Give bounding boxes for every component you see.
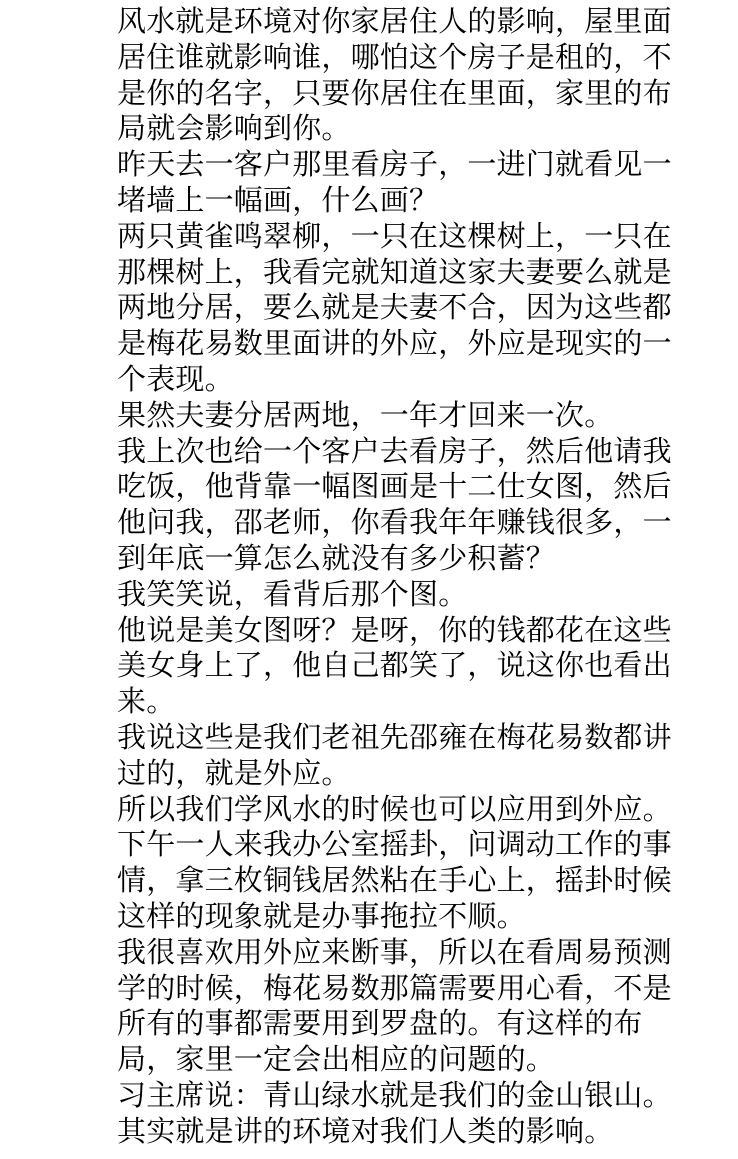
text-line: 他问我，邵老师，你看我年年赚钱很多，一	[117, 505, 672, 540]
article-text	[117, 4, 702, 1150]
text-line: 这样的现象就是办事拖拉不顺。	[117, 898, 526, 933]
text-line: 所有的事都需要用到罗盘的。有这样的布	[117, 1006, 643, 1041]
paragraph	[117, 219, 702, 398]
paragraph	[117, 827, 702, 934]
paragraph	[117, 4, 702, 147]
text-line: 来。	[117, 684, 176, 719]
text-line: 两只黄雀鸣翠柳，一只在这棵树上，一只在	[117, 218, 672, 253]
paragraph	[117, 613, 702, 720]
paragraph	[117, 1114, 702, 1150]
text-line: 居住谁就影响谁，哪怕这个房子是租的，不	[117, 39, 672, 74]
text-line: 情，拿三枚铜钱居然粘在手心上，摇卦时候	[117, 863, 672, 898]
text-line: 他说是美女图呀？是呀，你的钱都花在这些	[117, 612, 672, 647]
text-line: 局就会影响到你。	[117, 111, 351, 146]
paragraph	[117, 720, 702, 792]
text-line: 我上次也给一个客户去看房子，然后他请我	[117, 433, 672, 468]
text-line: 个表现。	[117, 361, 234, 396]
text-line: 堵墙上一幅画，什么画？	[117, 182, 439, 217]
text-line: 昨天去一客户那里看房子，一进门就看见一	[117, 147, 672, 182]
text-line: 风水就是环境对你家居住人的影响，屋里面	[117, 4, 672, 38]
paragraph	[117, 398, 702, 434]
paragraph	[117, 434, 702, 577]
text-line: 美女身上了，他自己都笑了，说这你也看出	[117, 648, 672, 683]
text-line: 其实就是讲的环境对我们人类的影响。	[117, 1113, 614, 1148]
text-line: 局，家里一定会出相应的问题的。	[117, 1042, 556, 1077]
paragraph	[117, 147, 702, 219]
text-line: 所以我们学风水的时候也可以应用到外应。	[117, 791, 672, 826]
text-line: 吃饭，他背靠一幅图画是十二仕女图，然后	[117, 469, 672, 504]
paragraph	[117, 935, 702, 1078]
text-line: 果然夫妻分居两地，一年才回来一次。	[117, 397, 614, 432]
text-line: 那棵树上，我看完就知道这家夫妻要么就是	[117, 254, 672, 289]
text-line: 是你的名字，只要你居住在里面，家里的布	[117, 75, 672, 110]
text-line: 我说这些是我们老祖先邵雍在梅花易数都讲	[117, 719, 672, 754]
text-line: 是梅花易数里面讲的外应，外应是现实的一	[117, 326, 672, 361]
paragraph	[117, 577, 702, 613]
text-line: 习主席说：青山绿水就是我们的金山银山。	[117, 1077, 672, 1112]
paragraph	[117, 792, 702, 828]
text-line: 过的，就是外应。	[117, 755, 351, 790]
text-line: 学的时候，梅花易数那篇需要用心看，不是	[117, 970, 672, 1005]
text-line: 我很喜欢用外应来断事，所以在看周易预测	[117, 934, 672, 969]
text-line: 下午一人来我办公室摇卦，问调动工作的事	[117, 827, 672, 862]
text-line: 到年底一算怎么就没有多少积蓄？	[117, 540, 556, 575]
text-line: 我笑笑说，看背后那个图。	[117, 576, 468, 611]
text-line: 两地分居，要么就是夫妻不合，因为这些都	[117, 290, 672, 325]
paragraph	[117, 1078, 702, 1114]
